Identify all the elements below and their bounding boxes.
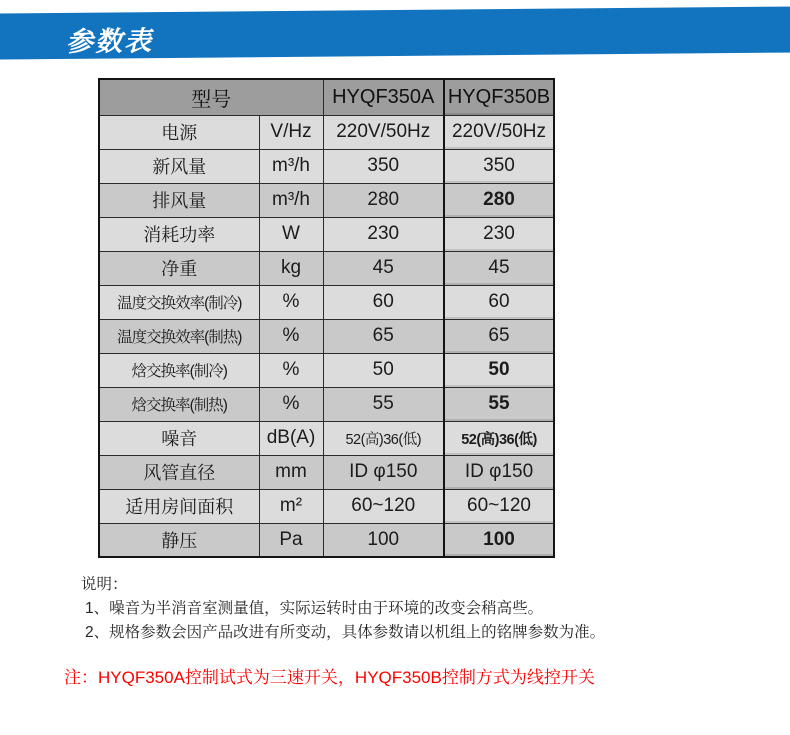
spec-value-b-cell: ID φ150 xyxy=(444,455,554,489)
spec-label-cell: 适用房间面积 xyxy=(99,489,259,523)
title-banner xyxy=(0,6,790,59)
spec-value-a-cell: 350 xyxy=(323,149,444,183)
spec-table xyxy=(98,78,555,558)
spec-value-a-cell: 52(高)36(低) xyxy=(323,421,444,455)
spec-value-b-cell: 220V/50Hz xyxy=(444,115,554,149)
spec-label-cell: 焓交换率(制热) xyxy=(99,387,259,421)
spec-value-b-cell: 100 xyxy=(444,523,554,557)
spec-value-b-cell: 60~120 xyxy=(444,489,554,523)
note-item-2: 2、规格参数会因产品改进有所变动，具体参数请以机组上的铭牌参数为准。 xyxy=(85,624,606,641)
table-row xyxy=(99,217,554,251)
spec-value-a-cell: 65 xyxy=(323,319,444,353)
table-row xyxy=(99,455,554,489)
spec-value-a-cell: 220V/50Hz xyxy=(323,115,444,149)
spec-value-b-cell: 65 xyxy=(444,319,554,353)
page-title: 参数表 xyxy=(65,26,154,57)
model-a-header-cell: HYQF350A xyxy=(323,79,444,115)
table-row xyxy=(99,183,554,217)
table-row xyxy=(99,387,554,421)
spec-value-a-cell: 280 xyxy=(323,183,444,217)
model-b-header-cell: HYQF350B xyxy=(444,79,554,115)
spec-label-cell: 新风量 xyxy=(99,149,259,183)
spec-label-cell: 噪音 xyxy=(99,421,259,455)
spec-unit-cell: % xyxy=(259,285,323,319)
spec-unit-cell: m³/h xyxy=(259,183,323,217)
spec-value-b-cell: 350 xyxy=(444,149,554,183)
spec-value-b-cell: 280 xyxy=(444,183,554,217)
spec-unit-cell: % xyxy=(259,353,323,387)
spec-value-b-cell: 55 xyxy=(444,387,554,421)
spec-label-cell: 排风量 xyxy=(99,183,259,217)
spec-value-b-cell: 60 xyxy=(444,285,554,319)
spec-value-a-cell: 230 xyxy=(323,217,444,251)
spec-label-cell: 温度交换效率(制冷) xyxy=(99,285,259,319)
spec-label-cell: 风管直径 xyxy=(99,455,259,489)
table-row xyxy=(99,523,554,557)
spec-unit-cell: % xyxy=(259,387,323,421)
note-item-1: 1、噪音为半消音室测量值，实际运转时由于环境的改变会稍高些。 xyxy=(85,600,544,617)
table-row xyxy=(99,421,554,455)
spec-label-cell: 消耗功率 xyxy=(99,217,259,251)
spec-value-b-cell: 50 xyxy=(444,353,554,387)
spec-unit-cell: % xyxy=(259,319,323,353)
table-row xyxy=(99,251,554,285)
table-row xyxy=(99,489,554,523)
spec-value-a-cell: 50 xyxy=(323,353,444,387)
spec-unit-cell: dB(A) xyxy=(259,421,323,455)
warning-note: 注：HYQF350A控制试式为三速开关，HYQF350B控制方式为线控开关 xyxy=(64,668,595,687)
table-header-row xyxy=(99,79,554,115)
spec-value-a-cell: 45 xyxy=(323,251,444,285)
spec-value-b-cell: 52(高)36(低) xyxy=(444,421,554,455)
spec-label-cell: 净重 xyxy=(99,251,259,285)
notes-block xyxy=(81,573,721,645)
spec-label-cell: 静压 xyxy=(99,523,259,557)
spec-unit-cell: W xyxy=(259,217,323,251)
spec-value-a-cell: 55 xyxy=(323,387,444,421)
table-row xyxy=(99,149,554,183)
spec-value-b-cell: 230 xyxy=(444,217,554,251)
spec-unit-cell: m³/h xyxy=(259,149,323,183)
notes-heading: 说明： xyxy=(81,576,128,593)
spec-unit-cell: Pa xyxy=(259,523,323,557)
table-row xyxy=(99,115,554,149)
spec-unit-cell: kg xyxy=(259,251,323,285)
table-row xyxy=(99,319,554,353)
spec-value-a-cell: ID φ150 xyxy=(323,455,444,489)
spec-value-a-cell: 60 xyxy=(323,285,444,319)
spec-label-cell: 温度交换效率(制热) xyxy=(99,319,259,353)
spec-label-cell: 焓交换率(制冷) xyxy=(99,353,259,387)
spec-unit-cell: mm xyxy=(259,455,323,489)
model-header-cell: 型号 xyxy=(99,79,323,115)
table-row xyxy=(99,353,554,387)
spec-label-cell: 电源 xyxy=(99,115,259,149)
spec-value-b-cell: 45 xyxy=(444,251,554,285)
table-row xyxy=(99,285,554,319)
spec-value-a-cell: 100 xyxy=(323,523,444,557)
spec-unit-cell: V/Hz xyxy=(259,115,323,149)
spec-unit-cell: m² xyxy=(259,489,323,523)
spec-value-a-cell: 60~120 xyxy=(323,489,444,523)
